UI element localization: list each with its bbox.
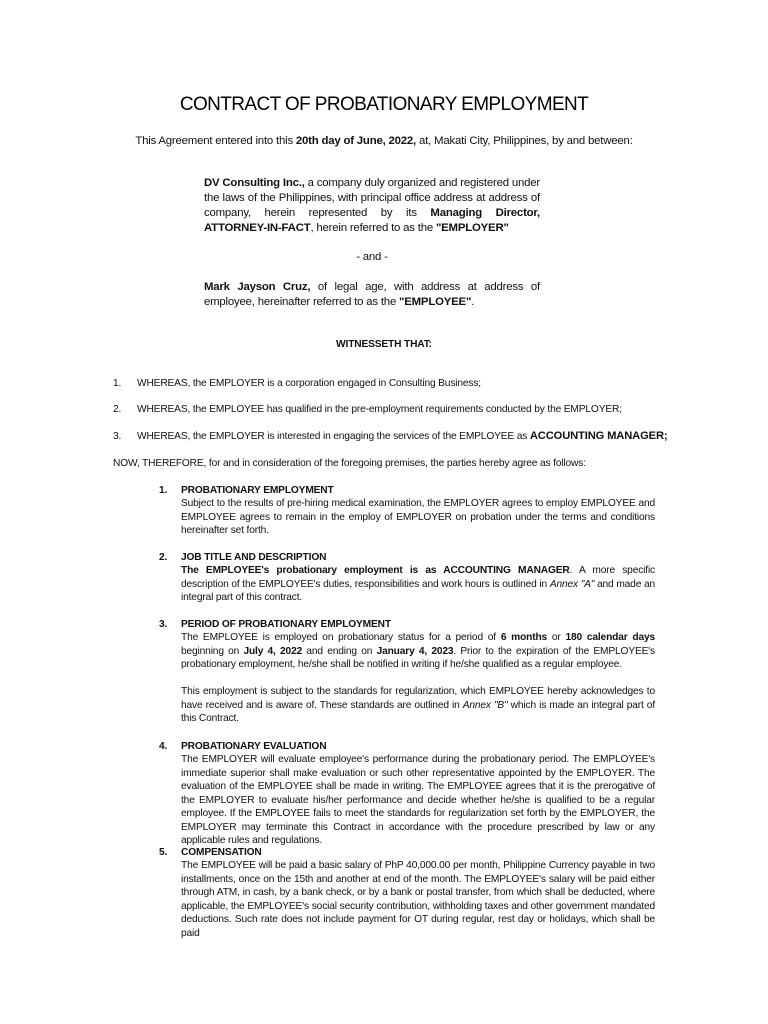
section-4-body: The EMPLOYER will evaluate employee's performance during the probationary period. The EMPLOYEE's immediate superior shall make evaluation or such other representative appointed by the EMPLOYER. The evaluation of the EMPLOYEE shall be made in writing. The EMPLOYEE agrees that it is the prerogative of the EMPLOYER to evaluate his/her performance and decide whether he/she is qualified to be a regular employee. If the EMPLOYEE fails to meet the standards for regularization set forth by the EMPLOYER, the EMPLOYER may terminate this Contract in accordance with the procedure prescribed by law or any applicable rules and regulations. [181, 754, 655, 846]
section-2-number: 2. [159, 552, 168, 563]
section-3-heading: PERIOD OF PROBATIONARY EMPLOYMENT [181, 619, 391, 630]
now-therefore-paragraph: NOW, THEREFORE, for and in consideration of the foregoing premises, the parties hereby agree as follows: [113, 458, 586, 469]
section-3-paragraph-2 [181, 685, 655, 726]
section-2-body [181, 564, 655, 605]
section-3-text-a: The EMPLOYEE is employed on probationary status for a period of [181, 632, 501, 643]
employer-party [204, 176, 540, 236]
employee-end: . [471, 296, 475, 308]
section-3-text-b: or [547, 632, 566, 643]
section-3-text-c: beginning on [181, 645, 244, 657]
employer-description: a company duly organized and registered under the laws of the Philippines, with principal office address at address of company, herein represented by its [204, 177, 540, 219]
section-3-p2-text: This employment is subject to the standards for regularization, which EMPLOYEE hereby acknowledges to have received and is aware of. These standards are outlined in [181, 686, 655, 711]
section-5-number: 5. [159, 847, 168, 858]
employee-description: of legal age, with address at address of employee, hereinafter referred to as the [204, 281, 540, 308]
section-1-heading: PROBATIONARY EMPLOYMENT [181, 485, 334, 496]
section-3-text-e: . Prior to the expiration of the EMPLOYEE's probationary employment, he/she shall be notified in writing if he/she qualified as a regular employee. [181, 645, 656, 670]
section-4-heading: PROBATIONARY EVALUATION [181, 741, 327, 752]
employer-text: , herein referred to as the [310, 222, 436, 234]
whereas-clause-2: WHEREAS, the EMPLOYEE has qualified in the pre-employment requirements conducted by the EMPLOYER; [137, 404, 622, 415]
whereas-clause-3-text: WHEREAS, the EMPLOYER is interested in engaging the services of the EMPLOYEE as [137, 431, 530, 442]
section-4-number: 4. [159, 741, 168, 752]
section-2-text-end: and made an integral part of this contract. [181, 578, 655, 603]
whereas-clause-1: WHEREAS, the EMPLOYER is a corporation engaged in Consulting Business; [137, 378, 481, 389]
agreement-date: 20th day of June, 2022, [295, 135, 417, 147]
and-separator: - and - [356, 251, 388, 263]
whereas-num-1: 1. [113, 378, 122, 389]
employer-label: "EMPLOYER" [435, 222, 509, 234]
section-3-p2-text-end: which is made an integral part of this Contract. [181, 699, 656, 724]
section-5-heading: COMPENSATION [181, 847, 262, 858]
section-2-lead: The EMPLOYEE's probationary employment is as ACCOUNTING MANAGER [181, 565, 570, 576]
intro-pre: This Agreement entered into this [135, 135, 296, 147]
intro-post: at, Makati City, Philippines, by and between: [416, 135, 633, 147]
section-5-body: The EMPLOYEE will be paid a basic salary of PhP 40,000.00 per month, Philippine Currency payable in two installments, once on the 15th and another at end of the month. The EMPLOYEE's salary will be paid either through ATM, in cash, by a bank check, or by a bank or postal transfer, from which shall be deducted, where applicable, the EMPLOYEE's social security contribution, withholding taxes and other government mandated deductions. Such rate does not include payment for OT during regular, rest day or holidays, which shall be paid [181, 860, 655, 939]
employer-representative: Managing Director, ATTORNEY-IN-FACT [204, 207, 540, 234]
annex-b-reference: Annex "B" [462, 699, 508, 711]
section-3-text-d: and ending on [302, 645, 377, 657]
intro-paragraph [0, 134, 768, 149]
section-1-body: Subject to the results of pre-hiring medical examination, the EMPLOYER agrees to employ EMPLOYEE and EMPLOYEE agrees to remain in the employ of EMPLOYER on probation under the terms and conditions hereinafter set forth. [181, 498, 655, 536]
section-2-text: . A more specific description of the EMPLOYEE's duties, responsibilities and work hours is outlined in [181, 565, 656, 590]
start-date: July 4, 2022 [243, 645, 303, 657]
section-3-number: 3. [159, 619, 168, 630]
document-title: CONTRACT OF PROBATIONARY EMPLOYMENT [179, 94, 589, 115]
employee-name: Mark Jayson Cruz, [204, 281, 311, 293]
witnesseth-heading: WITNESSETH THAT: [336, 339, 432, 350]
whereas-num-2: 2. [113, 404, 122, 415]
annex-a-reference: Annex "A" [549, 578, 595, 590]
section-1-number: 1. [159, 485, 168, 496]
section-3-paragraph-1 [181, 631, 655, 672]
section-2-heading: JOB TITLE AND DESCRIPTION [181, 552, 327, 563]
end-date: January 4, 2023 [376, 645, 454, 657]
probation-months: 6 months [500, 632, 548, 643]
employee-label: "EMPLOYEE" [399, 296, 472, 308]
whereas-num-3: 3. [113, 431, 122, 442]
employer-name: DV Consulting Inc., [204, 177, 305, 189]
whereas-clause-3 [137, 430, 697, 444]
employee-party [204, 280, 540, 310]
position-title: ACCOUNTING MANAGER; [529, 430, 668, 442]
probation-days: 180 calendar days [565, 632, 655, 643]
